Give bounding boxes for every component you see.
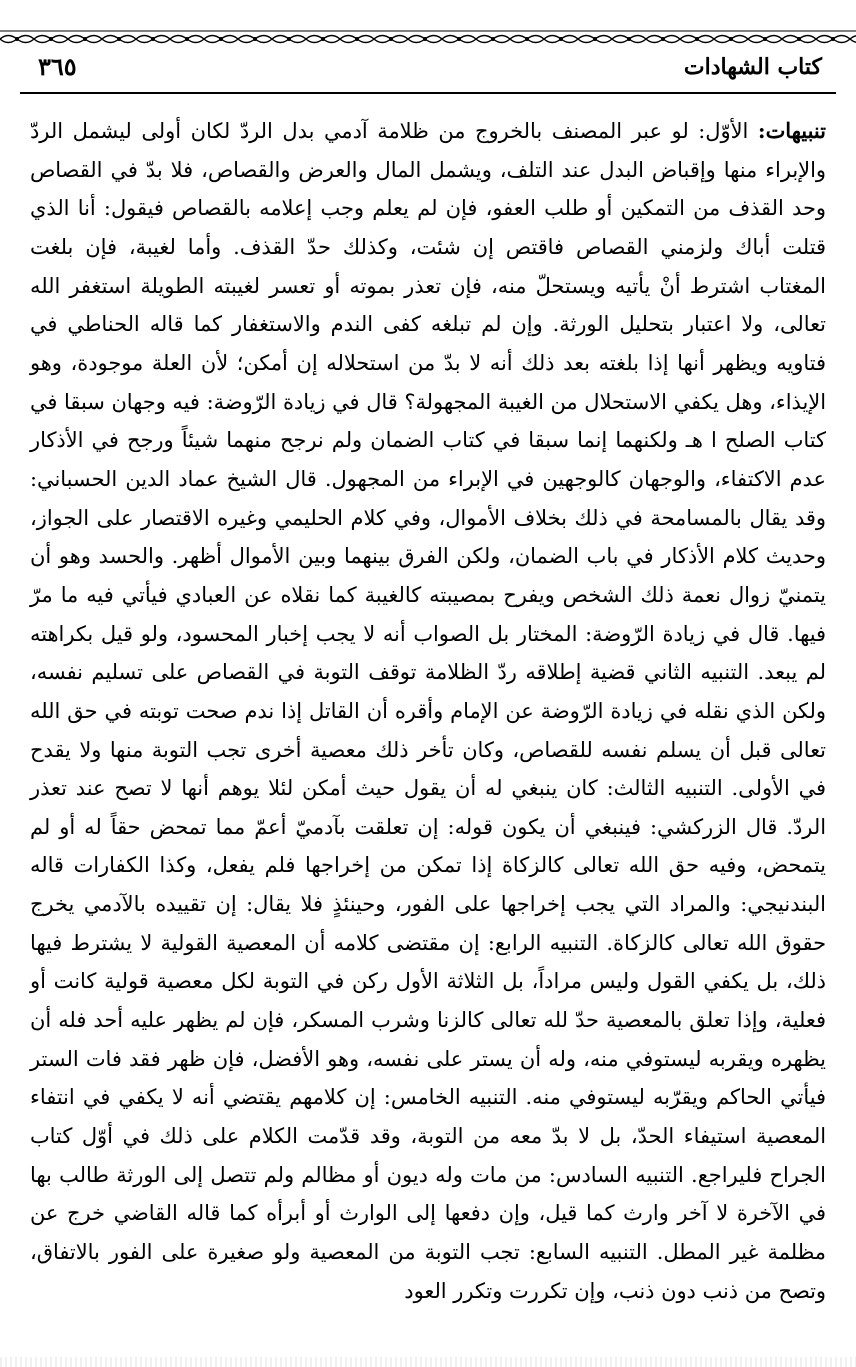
- ornament-pattern: [0, 0, 856, 46]
- page-number: ٣٦٥: [38, 52, 77, 81]
- body-paragraph: [30, 112, 826, 1310]
- notes-heading: تنبيهات:: [757, 118, 826, 143]
- header-rule: [20, 92, 836, 94]
- scan-edge: [0, 1357, 856, 1367]
- decorative-border: [0, 0, 856, 46]
- paragraph-text: الأوّل: لو عبر المصنف بالخروج من ظلامة آدمي بدل الردّ لكان أولى ليشمل الردّ والإبراء منها وإقباض البدل عند التلف، ويشمل المال والعرض والقصاص، فلا بدّ في القصاص وحد القذف من التمكين أو طلب العفو، فإن لم يعلم وجب إعلامه بالقصاص فيقول: أنا الذي قتلت أباك ولزمني القصاص فاقتص إن شئت، وكذلك حدّ القذف. وأما لغيبة، فإن بلغت المغتاب اشترط أنْ يأتيه ويستحلّ منه، فإن تعذر بموته أو تعسر لغيبته الطويلة استغفر الله تعالى، ولا اعتبار بتحليل الورثة. وإن لم تبلغه كفى الندم والاستغفار كما قاله الحناطي في فتاويه ويظهر أنها إذا بلغته بعد ذلك أنه لا بدّ من استحلاله إن أمكن؛ لأن العلة موجودة، وهو الإيذاء، وهل يكفي الاستحلال من الغيبة المجهولة؟ قال في زيادة الرّوضة: فيه وجهان سبقا في كتاب الصلح ا هـ ولكنهما إنما سبقا في كتاب الضمان ولم نرجح منهما شيئاً ورجح في الأذكار عدم الاكتفاء، والوجهان كالوجهين في الإبراء من المجهول. قال الشيخ عماد الدين الحسباني: وقد يقال بالمسامحة في ذلك بخلاف الأموال، وفي كلام الحليمي وغيره الاقتصار على الجواز، وحديث كلام الأذكار في باب الضمان، ولكن الفرق بينهما وبين الأموال أظهر. والحسد وهو أن يتمنيّ زوال نعمة ذلك الشخص ويفرح بمصيبته كالغيبة كما نقلاه عن العبادي فيأتي فيه ما مرّ فيها. قال في زيادة الرّوضة: المختار بل الصواب أنه لا يجب إخبار المحسود، ولو قيل بكراهته لم يبعد. التنبيه الثاني قضية إطلاقه ردّ الظلامة توقف التوبة في القصاص على تسليم نفسه، ولكن الذي نقله في زيادة الرّوضة عن الإمام وأقره أن القاتل إذا ندم صحت توبته في حق الله تعالى قبل أن يسلم نفسه للقصاص، وكان تأخر ذلك معصية أخرى تجب التوبة منها ولا يقدح في الأولى. التنبيه الثالث: كان ينبغي له أن يقول حيث أمكن لئلا يوهم أنها لا تصح عند تعذر الردّ. قال الزركشي: فينبغي أن يكون قوله: إن تعلقت بآدميّ أعمّ مما تمحض حقاً له أو لم يتمحض، وفيه حق الله تعالى كالزكاة إذا تمكن من إخراجها فلم يفعل، وكذا الكفارات قاله البندنيجي: والمراد التي يجب إخراجها على الفور، وحينئذٍ فلا يقال: إن تقييده بالآدمي يخرج حقوق الله تعالى كالزكاة. التنبيه الرابع: إن مقتضى كلامه أن المعصية القولية لا يشترط فيها ذلك، بل يكفي القول وليس مراداً، بل الثلاثة الأول ركن في التوبة لكل معصية قولية كانت أو فعلية، وإذا تعلق بالمعصية حدّ لله تعالى كالزنا وشرب المسكر، فإن لم يظهر عليه أحد فله أن يظهره ويقربه ليستوفي منه، وله أن يستر على نفسه، وهو الأفضل، فإن ظهر فقد فات الستر فيأتي الحاكم ويقرّبه ليستوفي منه. التنبيه الخامس: إن كلامهم يقتضي أنه لا يكفي في انتفاء المعصية استيفاء الحدّ، بل لا بدّ معه من التوبة، وقد قدّمت الكلام على ذلك في أوّل كتاب الجراح فليراجع. التنبيه السادس: من مات وله ديون أو مظالم ولم تتصل إلى الورثة طالب بها في الآخرة لا آخر وارث كما قيل، وإن دفعها إلى الوارث أو أبرأه كما قاله القاضي خرج عن مظلمة غير المطل. التنبيه السابع: تجب التوبة من المعصية ولو صغيرة على الفور بالاتفاق، وتصح من ذنب دون ذنب، وإن تكررت وتكرر العود: [30, 119, 826, 1303]
- running-title: كتاب الشهادات: [683, 54, 822, 80]
- page-header: [0, 52, 856, 92]
